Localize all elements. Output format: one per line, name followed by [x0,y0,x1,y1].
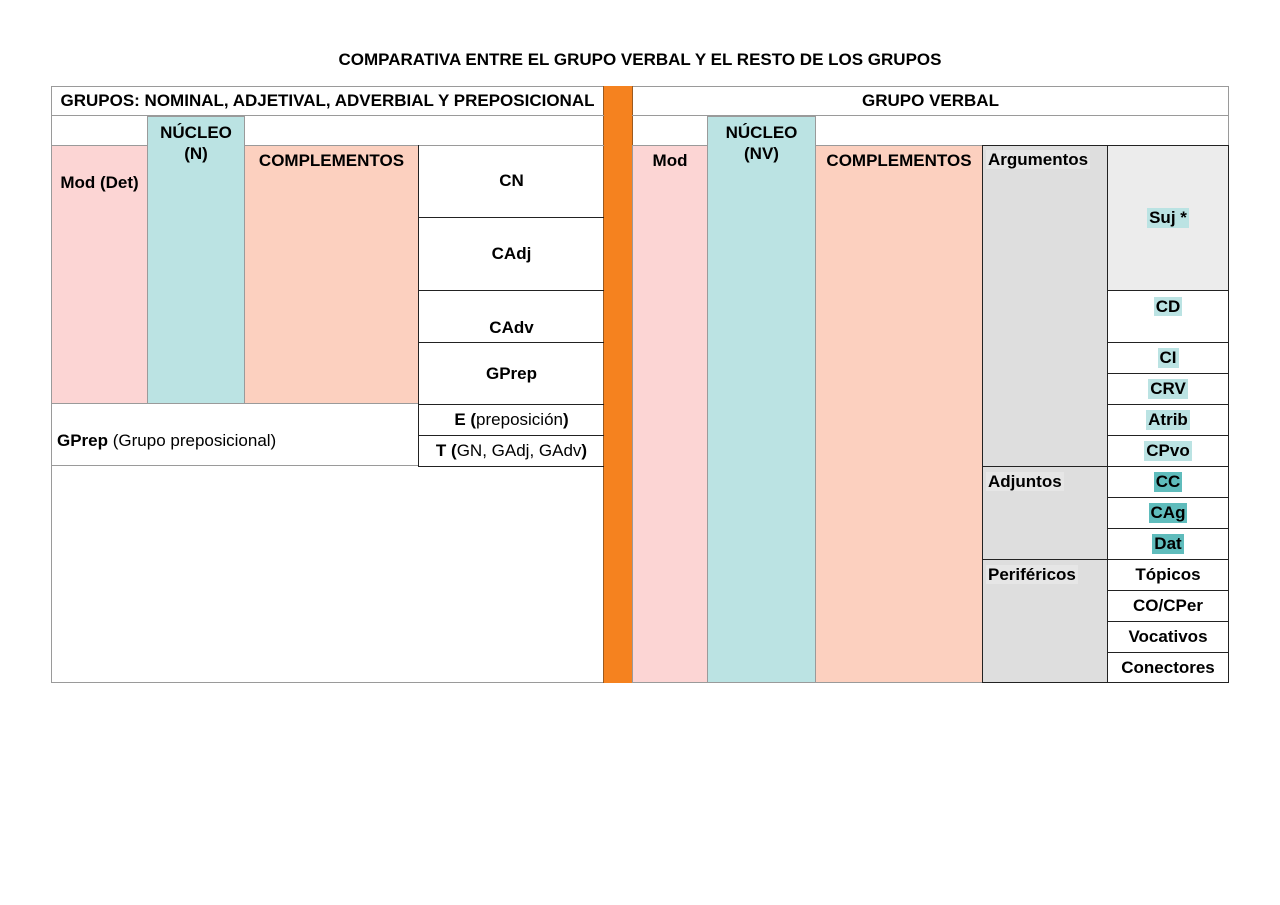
adj-item-cag [1107,497,1229,529]
perifericos-label [983,560,1107,585]
right-complementos-cell [815,145,983,683]
comp-item-cadj: CAdj [418,217,604,291]
left-complementos-label: COMPLEMENTOS [258,151,405,170]
per-item-vocativos: Vocativos [1107,621,1229,653]
left-mod-label: Mod (Det) [60,173,139,192]
right-nucleo-label: NÚCLEO (NV) [725,123,798,163]
right-header: GRUPO VERBAL [632,86,1229,116]
arg-item-cd [1107,290,1229,343]
gprep-t-bold: T ( [435,441,457,460]
divider-bar [603,86,633,683]
arg-item-crv-text: CRV [1150,379,1186,398]
gprep-e-close: ) [563,410,569,429]
left-mod-cell [51,145,148,404]
adj-item-cc [1107,466,1229,498]
gprep-e-cell [418,404,604,436]
adjuntos-label [983,467,1107,492]
arg-item-cpvo-text: CPvo [1146,441,1190,460]
arg-item-suj [1107,145,1229,291]
arg-item-cd-text: CD [1155,297,1181,316]
page-title: COMPARATIVA ENTRE EL GRUPO VERBAL Y EL RESTO DE LOS GRUPOS [338,50,942,69]
adj-item-dat-text: Dat [1154,534,1182,553]
arg-item-suj-text: Suj * [1149,208,1187,227]
adj-item-dat [1107,528,1229,560]
right-complementos-label: COMPLEMENTOS [826,151,972,170]
gprep-label-rest: (Grupo preposicional) [108,431,277,450]
right-mod-cell [632,145,708,683]
adj-item-cc-text: CC [1155,472,1181,491]
left-header: GRUPOS: NOMINAL, ADJETIVAL, ADVERBIAL Y PREPOSICIONAL [51,86,604,116]
comp-item-cadv: CAdv [418,290,604,343]
gprep-e-text: preposición [476,410,563,429]
per-item-co-cper: CO/CPer [1107,590,1229,622]
adj-item-cag-text: CAg [1150,503,1186,522]
gprep-e-bold: E ( [454,410,477,429]
left-complementos-cell [244,145,419,404]
gprep-label-bold: GPrep [57,431,109,450]
comp-item-gprep: GPrep [418,342,604,405]
gprep-t-text: GN, GAdj, GAdv [456,441,582,460]
arg-item-crv [1107,373,1229,405]
right-mod-label: Mod [652,151,688,170]
arg-item-cpvo [1107,435,1229,467]
perifericos-text: Periféricos [988,565,1076,584]
argumentos-label [983,146,1107,170]
adjuntos-cell [982,466,1108,560]
left-nucleo-cell [147,116,245,404]
argumentos-cell [982,145,1108,467]
arg-item-atrib [1107,404,1229,436]
right-nucleo-cell [707,116,816,683]
arg-item-atrib-text: Atrib [1148,410,1188,429]
per-item-conectores: Conectores [1107,652,1229,683]
gprep-label [57,431,276,451]
adjuntos-text: Adjuntos [988,472,1062,491]
arg-item-ci [1107,342,1229,374]
gprep-t-cell [418,435,604,467]
perifericos-cell [982,559,1108,683]
comp-item-cn: CN [418,145,604,218]
gprep-row [51,404,419,466]
argumentos-text: Argumentos [988,150,1089,169]
arg-item-ci-text: CI [1159,348,1177,367]
left-nucleo-label: NÚCLEO (N) [160,123,232,163]
gprep-t-close: ) [581,441,588,460]
per-item-topicos: Tópicos [1107,559,1229,591]
